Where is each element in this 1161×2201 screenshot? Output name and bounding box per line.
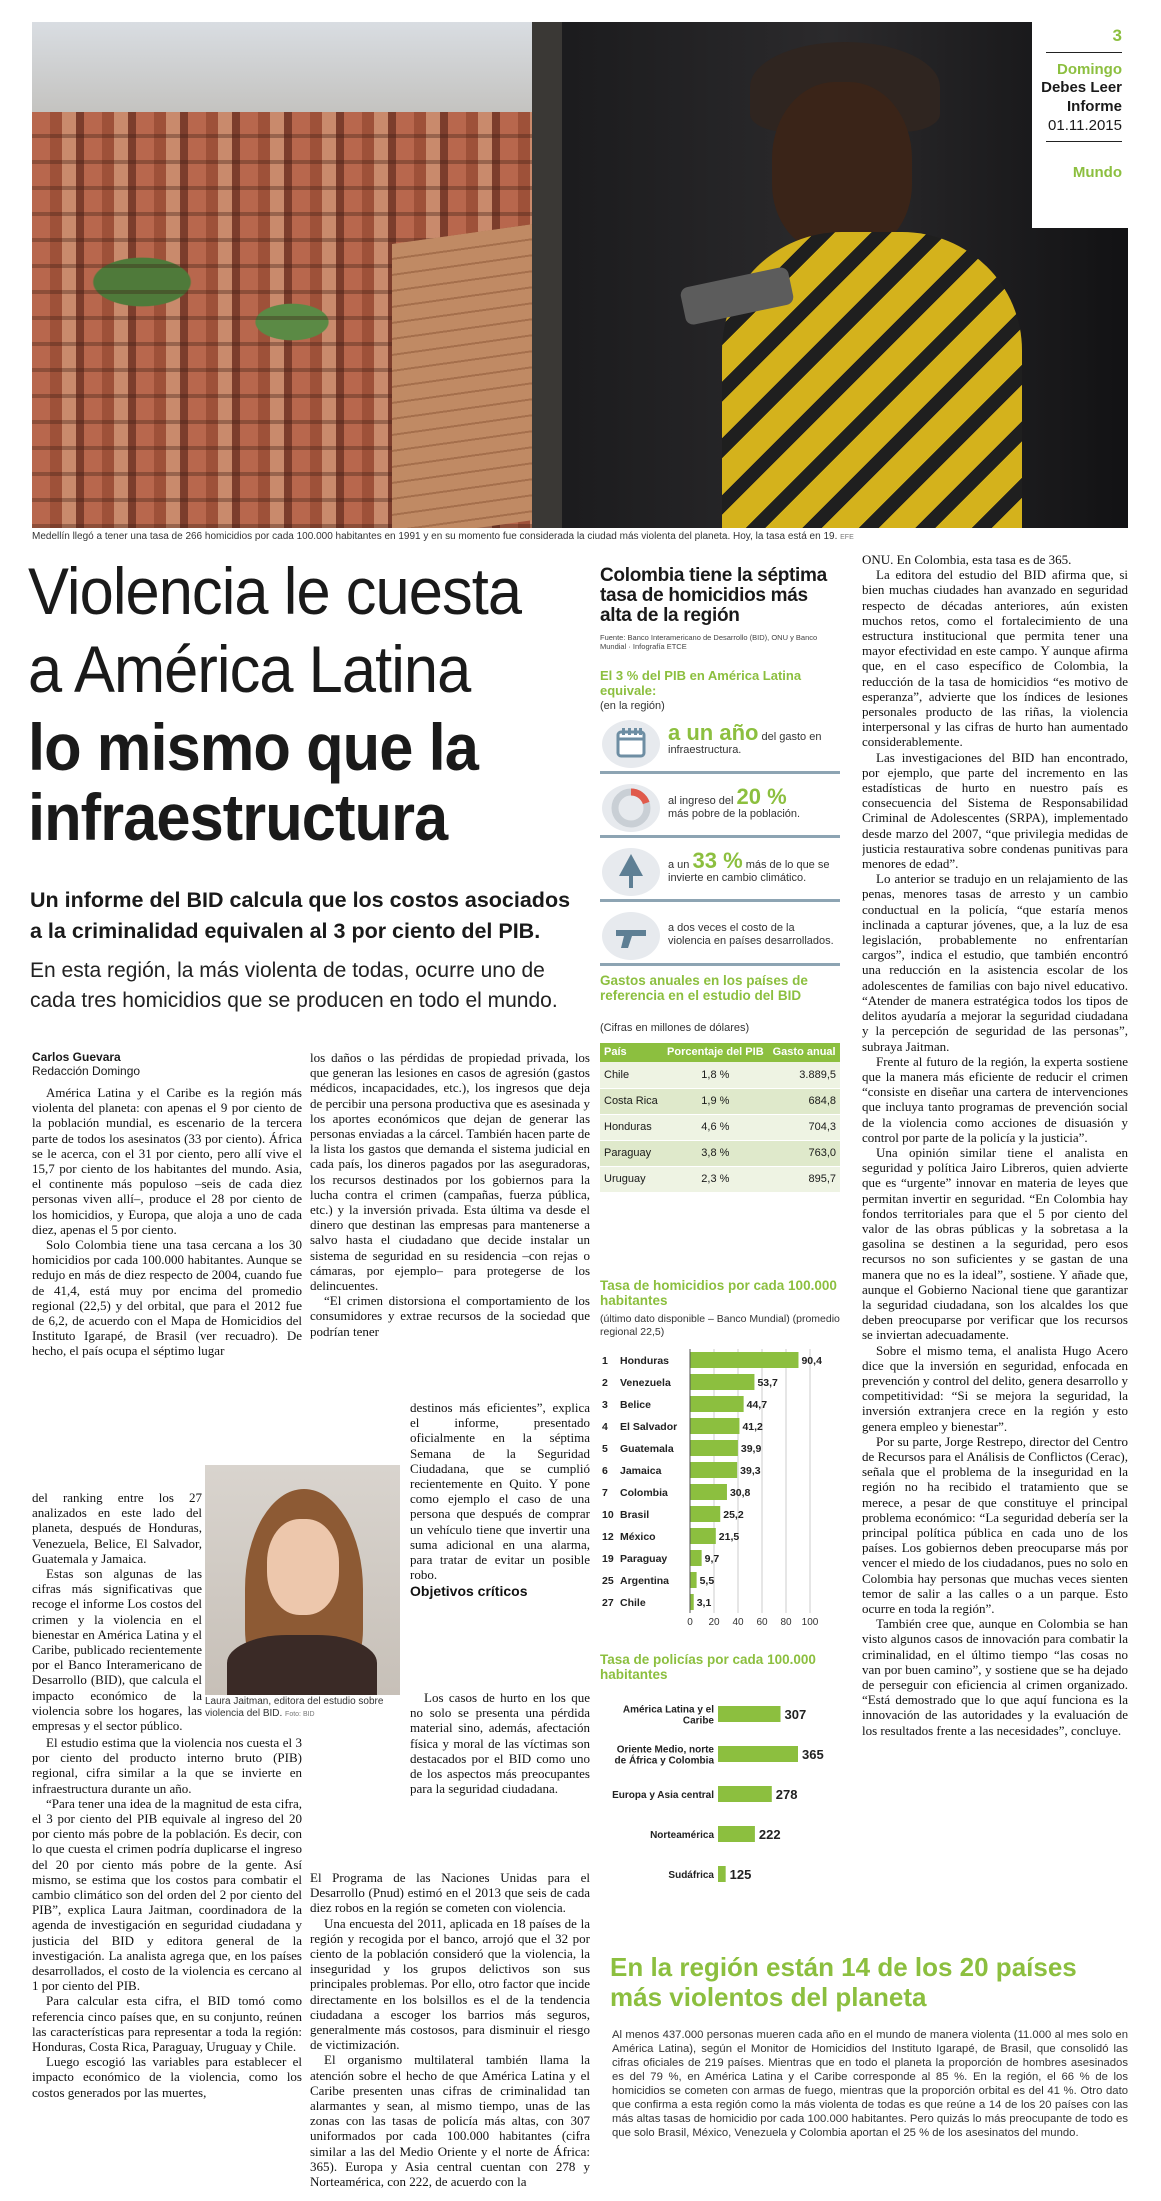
table-header: Gasto anual [768,1043,840,1062]
rank-label: 7 [602,1487,608,1499]
author-name: Carlos Guevara [32,1050,121,1064]
equivalent-row [600,844,840,902]
paragraph: América Latina y el Caribe es la región más violenta del planeta: con apenas el 9 por ciento de la población mundial, es escenario de la tercera parte de todos los asesinatos (33 por ciento). África se le acerca, con el 31 por ciento, pero allí vive el 15,7 por ciento de los habitantes del mundo. Asia, el continente más populoso –seis de cada diez personas viven allí–, produce el 28 por ciento de los homicidios, y Europa, que aloja a uno de cada diez, apenas el 5 por ciento. [32,1085,302,1237]
value-label: 307 [784,1707,807,1722]
equivalent-text: del gasto en infraestructura. [668,731,822,756]
paragraph: Las investigaciones del BID han encontrado, por ejemplo, que parte del incremento en las estadísticas de hurto en nuestro país es consecuencia del Sistema de Responsabilidad Criminal de Adolescentes (SRPA), implementado desde marzo del 2007, “que privilegia medidas de justicia restaurativa sobre condenas punitivas para menores de edad”. [862,749,1128,872]
table-cell: Chile [600,1062,662,1088]
paragraph: “Para tener una idea de la magnitud de esta cifra, el 3 por ciento del PIB equivale al ingreso del 20 por ciento más pobre de la población. Es decir, con lo que cuesta el crimen podría duplicarse el ingreso del 20 por ciento más pobre de la gente. Así mismo, se estima que los costos para combatir el cambio climático son del orden del 2 por ciento del PIB”, explica Laura Jaitman, coordinadora de la agenda de investigación en seguridad ciudadana y justicia del BID y editora general de la investigación. La analista agrega que, en los países desarrollados, el costo de la violencia es cercano al 1 por ciento del PIB. [32,1795,302,1994]
headline-line-2: a América Latina [28,632,471,706]
subhead-objetivos: Objetivos críticos [410,1583,528,1600]
bar [690,1352,798,1368]
tick-label: 20 [708,1617,720,1628]
paragraph: Para calcular esta cifra, el BID tomó como referencia cinco países que, en su conjunto, reúnen las características para representar a toda la región: Honduras, Costa Rica, Paraguay, Uruguay y Chile. [32,1993,302,2055]
police-chart-title: Tasa de policías por cada 100.000 habitantes [600,1652,816,1682]
body-column-2d [310,1870,590,2195]
rule [1046,52,1122,53]
bar [690,1528,716,1544]
value-label: 125 [729,1867,752,1882]
rank-label: 3 [602,1399,608,1411]
bar [690,1550,702,1566]
equivalent-big: 33 % [692,848,743,873]
paragraph: Solo Colombia tiene una tasa cercana a los 30 homicidios por cada 100.000 habitantes. Aunque se redujo en más de diez respecto de 2004, cuando fue de 41,4, está muy por encima del promedio regional (22,5) y del orbital, que para el 2012 fue de 6,2, de acuerdo con el Mapa de Homicidios del Instituto Igarapé, de Brasil (ver recuadro). De hecho, el país ocupa el séptimo lugar [32,1237,302,1359]
paragraph: Por su parte, Jorge Restrepo, director del Centro de Recursos para el Análisis de Conflictos (Cerac), señala que el problema de la inseguridad en la región no ha recibido el tratamiento que se merece, a pesar de que constituye el principal problema económico: “La seguridad debería ser la principal política pública en cada uno de los países. Los gobiernos deben preocuparse más por vencer el miedo de los ciudadanos, pues no solo en Colombia hay personas que muchas veces sienten temor de salir a las calles o a un parque. Esto ocurre en toda la región”. [862,1433,1128,1617]
table-cell: Costa Rica [600,1088,662,1114]
bar [690,1572,697,1588]
equivalent-text: a dos veces el costo de la violencia en países desarrollados. [668,922,834,947]
value-label: 3,1 [696,1597,712,1609]
paragraph: Lo anterior se tradujo en un relajamiento de las penas, menores tasas de arresto y un cambio conductual en la policía, “que estaría menos inclinada a capturar jóvenes, que, a la luz de esa legislación, probablemente no enfrentarían cargos”, indica el estudio, que también encontró una reducción en la asistencia escolar de los adolescentes de familias con bajo nivel educativo. “Atender de manera estratégica todos los tipos de delitos ayudaría a mejorar la seguridad ciudadana y la percepción de seguridad de las personas”, subraya Jaitman. [862,871,1128,1054]
sidebar-box-text: Al menos 437.000 personas mueren cada año en el mundo de manera violenta (11.000 al mes solo en América Latina), según el Monitor de Homicidios del Instituto Igarapé, de Brasil, que consolidó las cifras oficiales de 219 países. Mientras que en todo el planeta la proporción de hombres asesinados es del 79 %, en América Latina y el Caribe corresponde al 85 %. En la región, el 66 % de los homicidios se cometen con armas de fuego, mientras que la proporción orbital es del 41 %. Otro dato que confirma a esta región como la más violenta de todas es que reúne a 14 de los 20 países con las más altas tasas de homicidio por cada 100.000 habitantes. Pero quizás lo más preocupante de todo es que solo Brasil, México, Venezuela y Colombia aportan el 25 % de los asesinatos del mundo. [612,2029,1128,2139]
rank-label: 2 [602,1377,608,1389]
spending-title: Gastos anuales en los países de referencia en el estudio del BID [600,973,808,1003]
bar [690,1484,727,1500]
homicide-chart-subtitle: (último dato disponible – Banco Mundial) (promedio regional 22,5) [600,1313,840,1338]
infographic-title: Colombia tiene la séptima tasa de homicidios más alta de la región [600,565,827,626]
table-row [600,1062,840,1088]
tree-icon [602,848,660,896]
bar [690,1440,738,1456]
equivalent-big: 20 % [736,784,787,809]
author-desk: Redacción Domingo [32,1064,141,1078]
table-row [600,1166,840,1192]
window-frame [532,22,562,528]
rank-label: 19 [602,1553,614,1565]
table-cell: Paraguay [600,1140,662,1166]
edition-box [1032,22,1128,228]
value-label: 278 [775,1787,798,1802]
table-row [600,1088,840,1114]
homicide-bar-chart [600,1345,845,1640]
headline-light [28,552,549,708]
region-label: Norteamérica [650,1830,714,1841]
bar [690,1418,739,1434]
bar [718,1826,755,1842]
paragraph: destinos más eficientes”, explica el informe, presentado oficialmente en la séptima Semana de la Seguridad Ciudadana, que se cumplió recientemente en Quito. Y pone como ejemplo el caso de una persona que después de comprar un vehículo tiene que invertir una suma adicional en una alarma, para tratar de evitar un posible robo. [410,1400,590,1583]
bar [718,1706,781,1722]
country-label: Chile [620,1597,646,1609]
country-label: Colombia [620,1487,668,1499]
table-cell: 1,9 % [662,1088,768,1114]
equivalent-big: a un año [668,720,759,745]
value-label: 9,7 [704,1553,720,1565]
table-cell: 3,8 % [662,1140,768,1166]
table-header: País [600,1043,662,1062]
equivalent-text: más pobre de la población. [668,808,801,820]
table-cell: Honduras [600,1114,662,1140]
rank-label: 12 [602,1531,614,1543]
portrait-face [267,1519,339,1615]
equivalent-row [600,908,840,966]
body-column-1c [32,1735,302,2195]
table-cell: 763,0 [768,1140,840,1166]
paragraph: Una encuesta del 2011, aplicada en 18 países de la región y recogida por el banco, arrojó que el 32 por ciento de la población consideró que la violencia, la inseguridad y los grupos delictivos son sus principales problemas. Por ello, otro factor que incide directamente en los bolsillos es el de la tendencia ciudadana a escoger los barrios más seguros, generalmente más costosos, para disminuir el riesgo de victimización. [310,1915,590,2053]
table-cell: 1,8 % [662,1062,768,1088]
rank-label: 5 [602,1443,608,1455]
photo-credit: EFE [840,534,854,541]
rank-label: 25 [602,1575,614,1587]
country-label: Brasil [620,1509,650,1521]
paragraph: Frente al futuro de la región, la experta sostiene que la manera más eficiente de reducir el crimen “consiste en diseñar una cartera de intervenciones que incluya tanto programas de prevención social de la violencia como acciones de disuasión y control por parte de la policía y la justicia”. [862,1053,1128,1145]
spending-subtitle: (Cifras en millones de dólares) [600,1022,750,1034]
section-name: Mundo [1072,164,1122,181]
paragraph: La editora del estudio del BID afirma que, si bien muchas ciudades han avanzado en seguridad respecto de décadas anteriores, aún existen muchos retos, como el fortalecimiento de una estructura institucional que permita tener una mayor efectividad en este campo. Y aunque afirma que, en el caso específico de Colombia, la reducción de la tasa de homicidios “es motivo de esperanza”, advierte que los índices de lesiones personales producto de las riñas, la violencia interpersonal y las cifras de hurto han aumentado considerablemente. [862,567,1128,750]
bar [718,1746,798,1762]
equivalents-subtitle: (en la región) [600,700,665,712]
tick-label: 80 [780,1617,792,1628]
table-cell: 684,8 [768,1088,840,1114]
rank-label: 6 [602,1465,608,1477]
region-label: Oriente Medio, norte de África y Colombia [614,1744,714,1767]
paragraph: del ranking entre los 27 analizados en este lado del planeta, después de Honduras, Venezuela, Belice, El Salvador, Guatemala y Jamaica. [32,1490,202,1566]
paragraph: Una opinión similar tiene el analista en seguridad y política Jairo Libreros, quien advierte que es “urgente” innovar en materia de leyes que permitan invertir en seguridad. “En Colombia hay fondos territoriales para que el 5 por ciento del valor de las obras públicas y la sobretasa a la gasolina se destinen a la seguridad, pero esos recursos no son suficientes y se gastan de una manera que no es la ideal”, sostiene. Y añade que, aunque el Gobierno Nacional tiene que garantizar la seguridad ciudadana, son los alcaldes los que deben preocuparse por verificar que los recursos se inviertan adecuadamente. [862,1144,1128,1343]
body-column-3 [862,552,1128,1967]
paragraph: los daños o las pérdidas de propiedad privada, los que generan las lesiones en casos de agresión (gastos médicos, incapacidades, etc.), los ingresos que deja de percibir una persona productiva que es asesinada y los aportes económicos que dejan de generar las personas enviadas a la cárcel. También hacen parte de la lista los gastos que demanda el sistema judicial en cada país, los dineros pagados por las aseguradoras, los recursos destinados por los gobiernos para la lucha contra el crimen (campañas, fuerza pública, etc.) y la inversión privada. Esta última va desde el dinero que destinan las empresas para mantenerse a salvo hasta el ciudadano que decide instalar un sistema de seguridad en su residencia –con rejas o cámaras, por ejemplo– para protegerse de los delincuentes. [310,1050,590,1294]
photo-caption [32,531,1128,542]
paragraph: El estudio estima que la violencia nos cuesta el 3 por ciento del producto interno bruto (PIB) regional, cifra similar a la que se invierte en infraestructura durante un año. [32,1735,302,1796]
homicide-chart-title: Tasa de homicidios por cada 100.000 habitantes [600,1278,837,1308]
table-cell: 4,6 % [662,1114,768,1140]
rank-label: 4 [602,1421,608,1433]
tick-label: 100 [801,1617,819,1628]
deck-light: En esta región, la más violenta de todas, ocurre uno de cada tres homicidios que se producen en todo el mundo. [30,959,558,1012]
headline-line-3: lo mismo que la [28,710,478,784]
headline-bold [28,712,549,852]
country-label: Belice [620,1399,651,1411]
headline-line-1: Violencia le cuesta [28,554,522,628]
region-label: Europa y Asia central [612,1790,714,1801]
equivalent-text: más de lo que se invierte en cambio climático. [668,859,830,884]
country-label: Argentina [620,1575,670,1587]
bar [690,1462,737,1478]
calendar-icon [602,720,660,768]
paragraph: ONU. En Colombia, esta tasa es de 365. [862,552,1072,567]
rule [1046,141,1122,142]
gun-icon [602,912,660,960]
paragraph: Luego escogió las variables para establecer el impacto económico de la violencia, como los costos generados por las muertes, [32,2054,302,2100]
value-label: 25,2 [723,1509,744,1521]
table-row [600,1114,840,1140]
rank-label: 10 [602,1509,614,1521]
value-label: 222 [758,1827,781,1842]
region-label: Sudáfrica [668,1870,714,1881]
person-head-image [772,82,912,252]
lead-photo [32,22,1128,528]
equivalent-pre: a un [668,859,690,871]
equivalent-pre: al ingreso del [668,795,734,807]
rank-label: 1 [602,1355,608,1367]
table-cell: Uruguay [600,1166,662,1192]
body-column-1b [32,1490,202,1735]
pie-icon [602,784,660,832]
bar [718,1786,772,1802]
region-label: América Latina y el Caribe [622,1704,714,1727]
tick-label: 0 [687,1617,693,1628]
bar [690,1506,720,1522]
bar [690,1396,744,1412]
portrait-photo [205,1465,400,1695]
sidebar-box-title: En la región están 14 de los 20 países más violentos del planeta [610,1952,1077,2012]
value-label: 41,2 [742,1421,763,1433]
body-column-1a [32,1085,302,1490]
value-label: 39,3 [740,1465,761,1477]
edition-date: 01.11.2015 [1048,117,1122,134]
value-label: 39,9 [740,1443,762,1455]
infographic-source: Fuente: Banco Interamericano de Desarrollo (BID), ONU y Banco Mundial · Infografía ETCE [600,633,818,651]
paragraph: También cree que, aunque en Colombia se han visto algunos casos de innovación para combatir la criminalidad, en el último tiempo “las cosas no van por buen camino”, y sostiene que se ha dejado de perseguir con eficiencia al crimen organizado. “Está demostrado que lo que aquí funciona es la innovación de las autoridades y la evaluación de los resultados frente a las necesidades”, concluye. [862,1616,1128,1738]
table-cell: 895,7 [768,1166,840,1192]
table-cell: 2,3 % [662,1166,768,1192]
value-label: 5,5 [699,1575,715,1587]
value-label: 30,8 [729,1487,751,1499]
paragraph: “El crimen distorsiona el comportamiento de los consumidores y extrae recursos de la sociedad que podrían tener [310,1293,590,1339]
tick-label: 60 [756,1617,768,1628]
portrait-caption-text: Laura Jaitman, editora del estudio sobre violencia del BID. [205,1696,384,1719]
portrait-credit: Foto: BID [285,1711,315,1718]
body-column-2b [410,1400,590,1678]
value-label: 53,7 [757,1377,778,1389]
tick-label: 40 [732,1617,744,1628]
bar [690,1374,754,1390]
table-cell: 3.889,5 [768,1062,840,1088]
police-bar-chart [600,1690,845,1900]
table-header: Porcentaje del PIB [662,1043,768,1062]
equivalents-title: El 3 % del PIB en América Latina equivale: [600,668,802,698]
country-label: Jamaica [620,1465,662,1477]
bar [718,1866,726,1882]
paragraph: Estas son algunas de las cifras más significativas que recoge el informe Los costos del crimen y la violencia en el bienestar en América Latina y el Caribe, publicado recientemente por el Banco Interamericano de Desarrollo (BID), que calcula el impacto económico de la violencia sobre los hogares, las empresas y el sector público. [32,1566,202,1734]
caption-text: Medellín llegó a tener una tasa de 266 homicidios por cada 100.000 habitantes en 1991 y en su momento fue considerada la ciudad más violenta del planeta. Hoy, la tasa está en 19. [32,531,838,542]
country-label: México [620,1531,656,1543]
paragraph: El Programa de las Naciones Unidas para el Desarrollo (Pnud) estimó en el 2013 que seis de cada diez robos en la región se cometen con violencia. [310,1870,590,1916]
page-number: 3 [1112,26,1122,45]
value-label: 365 [802,1747,824,1762]
headline-line-4: infraestructura [28,780,448,854]
byline [32,1050,172,1078]
body-column-2c [410,1690,590,1870]
country-label: El Salvador [620,1421,678,1433]
country-label: Paraguay [620,1553,668,1565]
portrait-body [227,1635,377,1695]
value-label: 90,4 [801,1355,822,1367]
value-label: 44,7 [746,1399,768,1411]
spending-table [600,1043,840,1193]
body-column-2a [310,1050,590,1400]
table-row [600,1140,840,1166]
country-label: Guatemala [620,1443,674,1455]
rank-label: 27 [602,1597,614,1609]
country-label: Venezuela [620,1377,671,1389]
edition-day: Domingo [1057,61,1122,78]
deck-bold: Un informe del BID calcula que los costos asociados a la criminalidad equivalen al 3 por ciento del PIB. [30,888,571,943]
paragraph: Sobre el mismo tema, el analista Hugo Acero dice que la inversión en seguridad, enfocada en prevención y control del delito, genera desarrollo y competitividad: “Si se mejora la seguridad, la inversión extranjera crece en la región y esto genera empleo y bienestar”. [862,1342,1128,1434]
paragraph: Los casos de hurto en los que no solo se presenta una pérdida material sino, además, afectación física y moral de las víctimas son destacados por el BID como uno de los aspectos más preocupantes para la seguridad ciudadana. [410,1690,590,1797]
table-cell: 704,3 [768,1114,840,1140]
bar [690,1594,694,1610]
paragraph: El organismo multilateral también llama la atención sobre el hecho de que América Latina y el Caribe presenten unas cifras de criminalidad tan alarmantes y sean, al mismo tiempo, unas de las zonas con las tasas de policía más altas, con 307 uniformados por cada 100.000 habitantes (cifra similar a las del Medio Oriente y el norte de África: 365). Europa y Asia central cuentan con 278 y Norteamérica, con 222, de acuerdo con la [310,2052,590,2190]
country-label: Honduras [620,1355,670,1367]
equivalent-row [600,780,840,838]
value-label: 21,5 [718,1531,740,1543]
equivalent-row [600,716,840,774]
portrait-caption [205,1696,400,1721]
publication-name: Debes Leer Informe [1041,79,1122,115]
